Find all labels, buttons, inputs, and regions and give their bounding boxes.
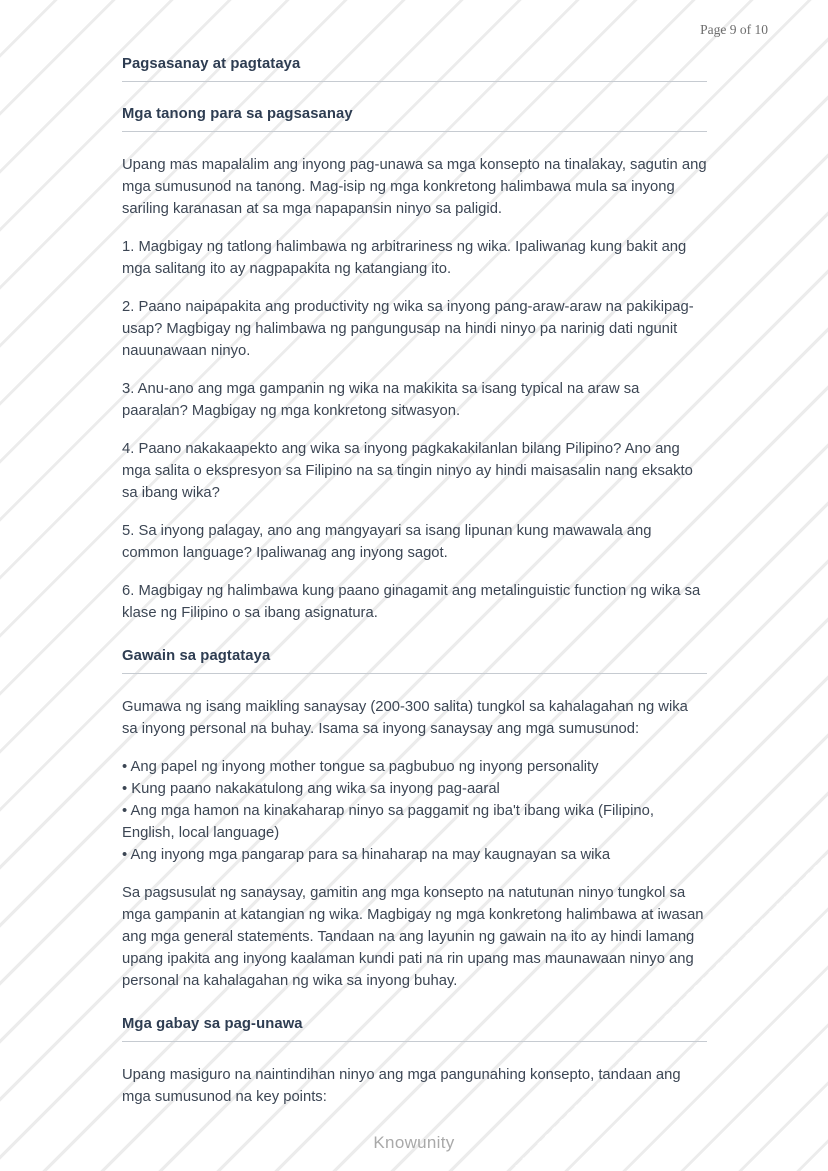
questions-intro-paragraph: Upang mas mapalalim ang inyong pag-unawa sa mga konsepto na tinalakay, sagutin ang mga sumusunod na tanong. Mag-isip ng mga konkretong halimbawa mula sa inyong sariling karanasan at sa mga napapansin ninyo sa paligid. [122,157,707,217]
document-content [122,56,707,1124]
section-heading-assessment: Gawain sa pagtataya [122,648,707,674]
question-item-5: 5. Sa inyong palagay, ano ang mangyayari sa isang lipunan kung mawawala ang common language? Ipaliwanag ang inyong sagot. [122,523,652,561]
bullet-item-2: • Kung paano nakakatulong ang wika sa inyong pag-aaral [122,781,500,797]
essay-note-paragraph: Sa pagsusulat ng sanaysay, gamitin ang mga konsepto na natutunan ninyo tungkol sa mga gampanin at katangian ng wika. Magbigay ng mga konkretong halimbawa at iwasan ang mga general statements. Tandaan na ang layunin ng gawain na ito ay hindi lamang upang ipakita ang inyong kaalaman kundi pati na rin upang mas maunawaan ninyo ang personal na kahalagahan ng wika sa inyong buhay. [122,885,704,989]
essay-intro-paragraph: Gumawa ng isang maikling sanaysay (200-300 salita) tungkol sa kahalagahan ng wika sa inyong personal na buhay. Isama sa inyong sanaysay ang mga sumusunod: [122,699,688,737]
section-heading-questions: Mga tanong para sa pagsasanay [122,106,707,132]
bullet-item-1: • Ang papel ng inyong mother tongue sa pagbubuo ng inyong personality [122,759,599,775]
page-number-label: Page 9 of 10 [700,22,768,37]
question-item-2: 2. Paano naipapakita ang productivity ng wika sa inyong pang-araw-araw na pakikipag-usap? Magbigay ng halimbawa ng pangungusap na hindi ninyo pa narinig dati ngunit nauunawaan ninyo. [122,299,694,359]
brand-watermark: Knowunity [373,1133,455,1152]
question-item-1: 1. Magbigay ng tatlong halimbawa ng arbitrariness ng wika. Ipaliwanag kung bakit ang mga salitang ito ay nagpapakita ng katangiang ito. [122,239,687,277]
question-item-6: 6. Magbigay ng halimbawa kung paano ginagamit ang metalinguistic function ng wika sa klase ng Filipino o sa ibang asignatura. [122,583,701,621]
question-item-3: 3. Anu-ano ang mga gampanin ng wika na makikita sa isang typical na araw sa paaralan? Magbigay ng mga konkretong sitwasyon. [122,381,640,419]
section-heading-guide: Mga gabay sa pag-unawa [122,1016,707,1042]
question-item-4: 4. Paano nakakaapekto ang wika sa inyong pagkakakilanlan bilang Pilipino? Ano ang mga salita o ekspresyon sa Filipino na sa tingin ninyo ay hindi maisasalin nang eksakto sa ibang wika? [122,441,693,501]
section-heading-practice: Pagsasanay at pagtataya [122,56,707,82]
bullet-item-3: • Ang mga hamon na kinakaharap ninyo sa paggamit ng iba't ibang wika (Filipino, English, local language) [122,803,654,841]
essay-bullet-list [122,756,707,866]
guide-intro-paragraph: Upang masiguro na naintindihan ninyo ang mga pangunahing konsepto, tandaan ang mga sumusunod na key points: [122,1067,681,1105]
bullet-item-4: • Ang inyong mga pangarap para sa hinaharap na may kaugnayan sa wika [122,847,611,863]
